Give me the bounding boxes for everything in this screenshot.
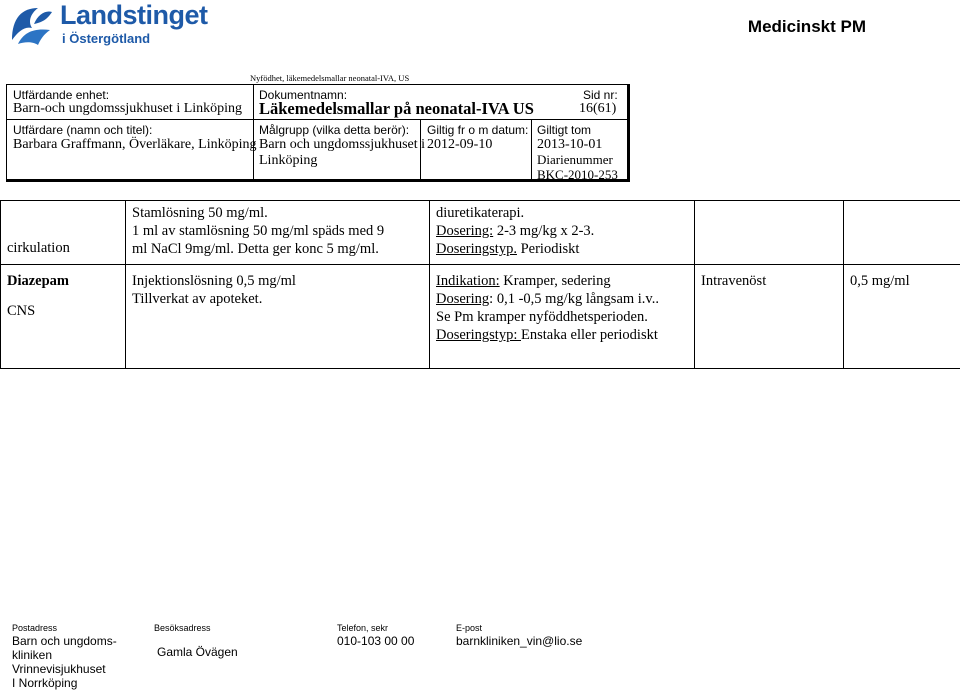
- row1-dosetype-value: Periodiskt: [517, 241, 579, 257]
- row1-route-cell: [695, 201, 844, 265]
- target-group-value-line1: Barn och ungdomssjukhuset i: [259, 137, 425, 153]
- footer-postal-line2: kliniken: [12, 648, 117, 662]
- issuing-unit-label: Utfärdande enhet:: [13, 88, 109, 102]
- table-row: [1, 265, 960, 369]
- row2-indication-cell: [430, 265, 695, 369]
- row2-dosetype-label: Doseringstyp:: [436, 327, 521, 343]
- logo-text-landstinget: Landstinget: [60, 0, 208, 31]
- row1-group-cell: [1, 201, 126, 265]
- doc-name-value: Läkemedelsmallar på neonatal-IVA US: [259, 99, 534, 119]
- page-number-label: Sid nr:: [583, 88, 618, 102]
- document-info-box: [6, 84, 630, 182]
- footer-visit-label: Besöksadress: [154, 623, 211, 633]
- info-divider-1: [253, 85, 254, 179]
- doc-name-label: Dokumentnamn:: [259, 88, 347, 102]
- footer-postal-label: Postadress: [12, 623, 57, 633]
- document-small-title: Nyfödhet, läkemedelsmallar neonatal-IVA, US: [250, 73, 409, 83]
- row2-note: Se Pm kramper nyföddhetsperioden.: [436, 308, 688, 326]
- row2-concentration: 0,5 mg/ml: [844, 265, 960, 290]
- row2-prep-line1: Injektionslösning 0,5 mg/ml: [132, 272, 423, 290]
- footer-visit-address: Gamla Övägen: [157, 645, 238, 659]
- row1-indication-text: diuretikaterapi.: [436, 204, 688, 222]
- landstinget-logo: [8, 2, 228, 50]
- logo-text-region: i Östergötland: [62, 31, 150, 46]
- valid-from-value: 2012-09-10: [427, 137, 492, 153]
- row1-indication-cell: [430, 201, 695, 265]
- valid-from-label: Giltig fr o m datum:: [427, 123, 528, 137]
- row2-dose-label: Dosering: [436, 291, 489, 307]
- table-row: [1, 201, 960, 265]
- footer-email-label: E-post: [456, 623, 482, 633]
- footer-email-link[interactable]: barnkliniken_vin@lio.se: [456, 634, 582, 648]
- page-number-value: 16(61): [579, 101, 616, 117]
- row1-preparation-cell: [126, 201, 430, 265]
- row1-prep-line2: 1 ml av stamlösning 50 mg/ml späds med 9: [132, 222, 423, 240]
- row2-dosetype-value: Enstaka eller periodiskt: [521, 327, 658, 343]
- footer-phone-label: Telefon, sekr: [337, 623, 388, 633]
- row1-prep-line3: ml NaCl 9mg/ml. Detta ger konc 5 mg/ml.: [132, 240, 423, 258]
- row1-conc-cell: [844, 201, 960, 265]
- drug-table: [0, 200, 960, 369]
- row2-drug-name: Diazepam: [7, 272, 119, 290]
- issuer-value: Barbara Graffmann, Överläkare, Linköping: [13, 137, 256, 153]
- row1-group-text: cirkulation: [1, 201, 125, 257]
- row2-drug-group: CNS: [7, 302, 119, 320]
- footer-postal-address: [12, 634, 117, 690]
- row2-preparation-cell: [126, 265, 430, 369]
- diary-number-label: Diarienummer: [537, 152, 613, 168]
- footer-postal-line1: Barn och ungdoms-: [12, 634, 117, 648]
- valid-to-label: Giltigt tom: [537, 123, 591, 137]
- footer-postal-line3: Vrinnevisjukhuset: [12, 662, 117, 676]
- footer-postal-line4: I Norrköping: [12, 676, 117, 690]
- footer-phone-value: 010-103 00 00: [337, 634, 414, 648]
- row2-prep-line2: Tillverkat av apoteket.: [132, 290, 423, 308]
- row2-route-cell: [695, 265, 844, 369]
- target-group-label: Målgrupp (vilka detta berör):: [259, 123, 409, 137]
- diary-number-value: BKC-2010-253: [537, 167, 618, 183]
- row1-dose-label: Dosering:: [436, 223, 493, 239]
- issuing-unit-value: Barn-och ungdomssjukhuset i Linköping: [13, 101, 242, 117]
- row2-route: Intravenöst: [695, 265, 843, 290]
- row2-conc-cell: [844, 265, 960, 369]
- row2-indication-value: Kramper, sedering: [500, 273, 611, 289]
- document-kind-title: Medicinskt PM: [748, 17, 866, 37]
- row1-dose-value: 2-3 mg/kg x 2-3.: [493, 223, 594, 239]
- target-group-value-line2: Linköping: [259, 153, 317, 169]
- row1-prep-line1: Stamlösning 50 mg/ml.: [132, 204, 423, 222]
- issuer-label: Utfärdare (namn och titel):: [13, 123, 152, 137]
- row2-dose-value: : 0,1 -0,5 mg/kg långsam i.v..: [489, 291, 659, 307]
- row2-drug-cell: [1, 265, 126, 369]
- info-divider-3: [531, 119, 532, 179]
- row1-dosetype-label: Doseringstyp.: [436, 241, 517, 257]
- landstinget-emblem-icon: [8, 4, 54, 46]
- row2-indication-label: Indikation:: [436, 273, 500, 289]
- info-divider-horizontal: [7, 119, 627, 120]
- valid-to-value: 2013-10-01: [537, 137, 602, 153]
